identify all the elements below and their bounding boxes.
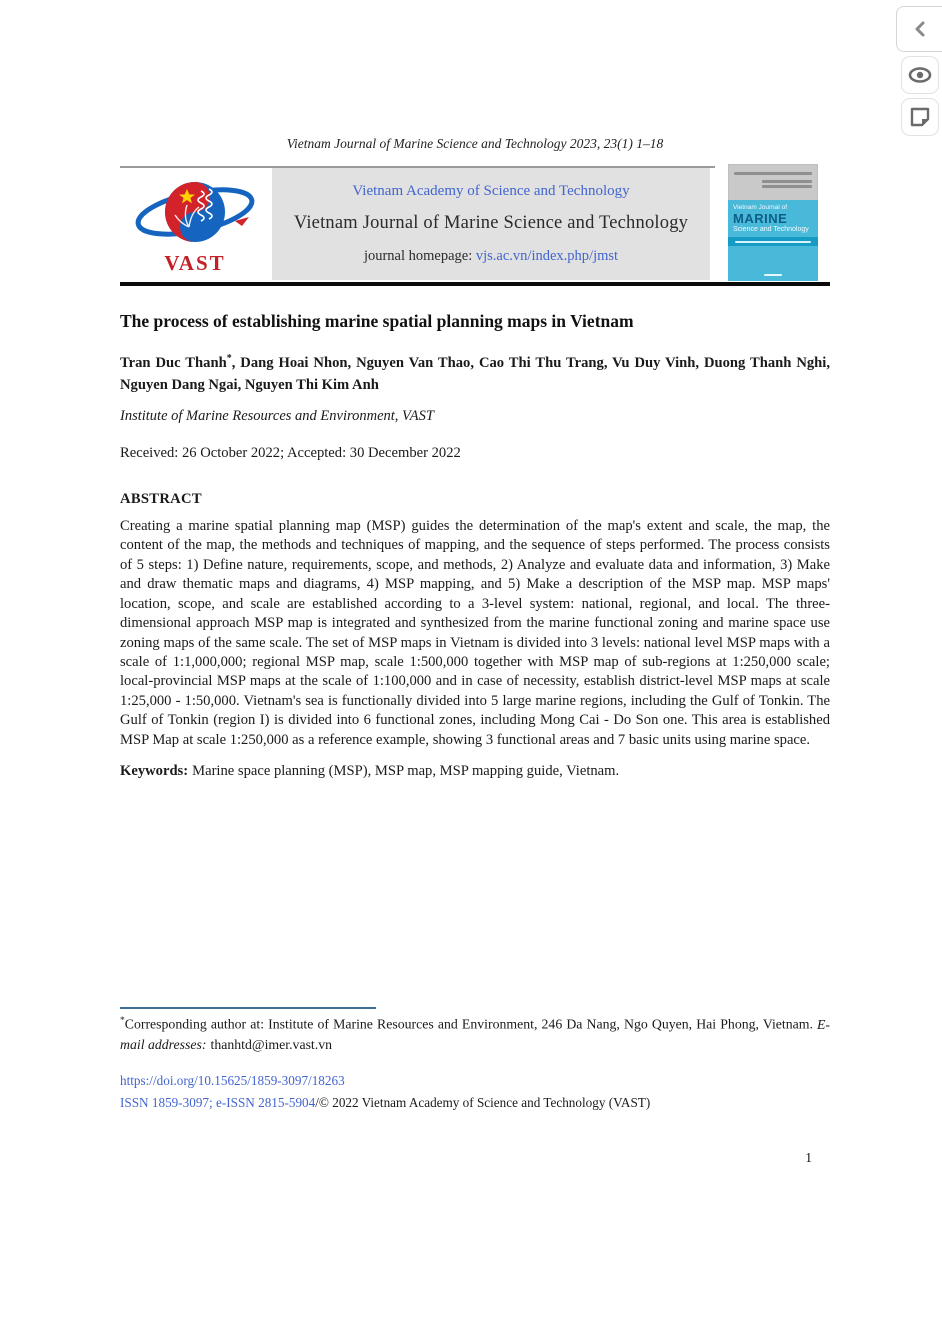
doi-line	[120, 1073, 830, 1089]
journal-cover-thumbnail	[728, 164, 818, 281]
cover-body	[728, 200, 818, 281]
author-corresponding: Tran Duc Thanh	[120, 354, 227, 371]
sticky-note-icon	[909, 106, 931, 128]
footnote-email-label: E-mail addresses:	[120, 1016, 830, 1053]
document-page	[120, 0, 830, 1166]
running-head: Vietnam Journal of Marine Science and Technology 2023, 23(1) 1–18	[286, 136, 664, 151]
cover-title-line3: Science and Technology	[733, 226, 809, 233]
cover-band	[728, 237, 818, 246]
cover-decor-line	[762, 180, 812, 183]
keywords-label: Keywords:	[120, 762, 189, 779]
vast-wordmark: VAST	[164, 250, 226, 275]
doi-link[interactable]: https://doi.org/10.15625/1859-3097/18263	[120, 1072, 345, 1088]
homepage-line	[364, 248, 618, 265]
footnote-rule	[120, 1007, 376, 1009]
cover-decor-line	[734, 172, 812, 175]
vast-logo	[120, 170, 270, 280]
article-title: The process of establishing marine spatial planning maps in Vietnam	[120, 311, 634, 331]
annotation-button[interactable]	[901, 98, 939, 136]
authors-others: , Dang Hoai Nhon, Nguyen Van Thao, Cao Thi Thu Trang, Vu Duy Vinh, Duong Thanh Nghi, Nguyen Dang Ngai, Nguyen Thi Kim Anh	[120, 354, 830, 394]
issn-links[interactable]: ISSN 1859-3097; e-ISSN 2815-5904	[120, 1094, 316, 1110]
homepage-label: journal homepage:	[363, 248, 473, 265]
issn-line	[120, 1095, 830, 1111]
abstract-heading: ABSTRACT	[120, 491, 202, 508]
issn-copyright: /© 2022 Vietnam Academy of Science and Technology (VAST)	[315, 1094, 651, 1110]
cover-title-line1: Vietnam Journal of	[733, 204, 788, 211]
academy-name[interactable]: Vietnam Academy of Science and Technology	[352, 182, 630, 199]
banner-bottom-rule	[120, 282, 830, 286]
affiliation: Institute of Marine Resources and Environment, VAST	[120, 408, 434, 425]
corresponding-author-footnote	[120, 1014, 830, 1056]
keywords-text: Marine space planning (MSP), MSP map, MSP mapping guide, Vietnam.	[192, 762, 620, 779]
cover-title-line2: MARINE	[733, 211, 788, 226]
homepage-link[interactable]: vjs.ac.vn/index.php/jmst	[475, 248, 619, 265]
page-number: 1	[805, 1149, 812, 1165]
cover-decor-line	[762, 185, 812, 188]
corresponding-author-marker: *	[226, 353, 232, 364]
collapse-panel-button[interactable]	[896, 6, 942, 52]
received-accepted-dates: Received: 26 October 2022; Accepted: 30 December 2022	[120, 445, 461, 462]
footnote-email: thanhtd@imer.vast.vn	[210, 1037, 333, 1053]
abstract-text: Creating a marine spatial planning map (MSP) guides the determination of the map's extent and scale, the map, the content of the map, the methods and techniques of mapping, and the sequence of steps performed. The process consists of 5 steps: 1) Define nature, requirements, scope, and methods, 2) Analyze and evaluate data and information, 3) Make and draw thematic maps and diagrams, 4) MSP mapping, and 5) Make a description of the MSP map. MSP maps' location, scope, and scale are established according to a 3-level system: national, regional, and local. The three-dimensional approach MSP map is integrated and synthesized from the marine functional zoning and marine space use zoning maps of the same scale. The set of MSP maps in Vietnam is divided into 3 levels: national level MSP maps with a scale of 1:1,000,000; regional MSP map, scale 1:500,000 together with MSP map of sub-regions at 1:250,000 scale; local-provincial MSP maps at the scale of 1:100,000 and in case of necessity, establish district-level MSP maps at scale 1:25,000 - 1:50,000. Vietnam's sea is functionally divided into 5 large marine regions, including the Gulf of Tonkin. The Gulf of Tonkin (region I) is divided into 6 functional zones, including Mong Cai - Do Son one. This area is established MSP Map at scale 1:250,000 as a reference example, showing 3 functional areas and 7 basic units using marine space.	[120, 518, 830, 748]
view-options-button[interactable]	[901, 56, 939, 94]
vast-globe-icon	[131, 175, 259, 249]
footnote-marker: *	[120, 1015, 125, 1026]
banner-masthead	[272, 168, 710, 280]
authors-line	[120, 351, 830, 397]
chevron-left-icon	[913, 21, 927, 37]
cover-footer-mark	[728, 274, 818, 276]
journal-banner	[120, 168, 830, 282]
journal-name: Vietnam Journal of Marine Science and Technology	[293, 213, 689, 234]
keywords-line	[120, 763, 830, 780]
eye-icon	[908, 66, 932, 84]
footnote-text: Corresponding author at: Institute of Marine Resources and Environment, 246 Da Nang, Ngo Quyen, Hai Phong, Vietnam.	[124, 1016, 813, 1032]
